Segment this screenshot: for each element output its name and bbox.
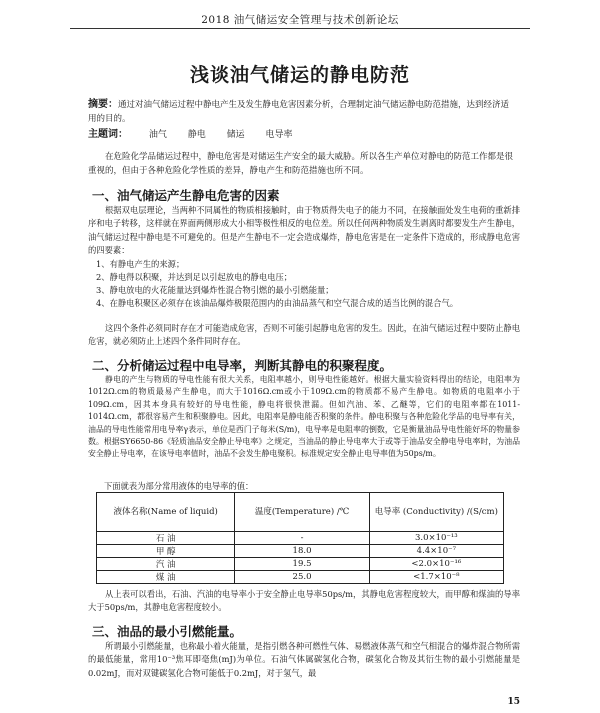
table-header-cell: 温度(Temperature) /℃ bbox=[235, 493, 369, 532]
keywords-label: 主题词： bbox=[88, 129, 128, 140]
table-cell: <2.0×10⁻¹⁶ bbox=[369, 558, 503, 571]
intro-paragraph: 在危险化学品储运过程中，静电危害是对储运生产安全的最大威胁。所以各生产单位对静电的防范工作都是很重视的，但由于各种危险化学性质的差异，静电产生和防范措施也所不同。 bbox=[88, 152, 514, 176]
table-header-row bbox=[97, 493, 504, 532]
abstract-text: 通过对油气储运过程中静电产生及发生静电危害因素分析，合理制定油气储运静电防范措施，达到经济适用的目的。 bbox=[88, 100, 510, 124]
list-item: 3、静电放电的火花能量达到爆炸性混合物引燃的最小引燃能量； bbox=[96, 285, 334, 295]
abstract bbox=[88, 98, 512, 126]
table-row bbox=[97, 558, 504, 571]
section-2-paragraph-1: 静电的产生与物质的导电性能有很大关系，电阻率越小，则导电性能越好。根据大量实验资料得出的结论，电阻率为1012Ω.cm的物质最易产生静电，而大于1016Ω.cm或小于109Ω.cm的物质都不易产生静电。如物质的电阻率小于109Ω.cm，因其本身具有较好的导电性能，静电将很快泄漏。但如汽油、苯、乙醚等，它们的电阻率都在1011-1014Ω.cm，都很容易产生和积聚静电。因此，电阻率是静电能否积聚的条件。静电积聚与各种危险化学品的电导率有关，油品的导电性能常用电导率γ表示，单位是西门子每米(S/m)，电导率是电阻率的倒数，它是衡量油品导电性能好坏的物量参数。根据SY6650-86《轻质油品安全静止导电率》之规定，当油品的静止导电率大于或等于油品安全静电导电率时，为油品安全静止导电率，在该导电率值时，油品不会发生静电聚积。标准规定安全静止电导率值为50ps/m。 bbox=[88, 375, 520, 459]
table-cell: 甲 醇 bbox=[97, 545, 235, 558]
paper-title: 浅谈油气储运的静电防范 bbox=[189, 64, 410, 86]
section-3-heading: 三、油品的最小引燃能量。 bbox=[92, 624, 243, 639]
table-cell: 25.0 bbox=[235, 571, 369, 584]
table-cell: 汽 油 bbox=[97, 558, 235, 571]
section-1-paragraph-2: 这四个条件必须同时存在才可能造成危害，否则不可能引起静电危害的发生。因此，在油气储运过程中要防止静电危害，就必须防止上述四个条件同时存在。 bbox=[88, 323, 520, 347]
table-cell: 19.5 bbox=[235, 558, 369, 571]
keyword: 油气 bbox=[148, 130, 167, 140]
section-3-paragraph-1: 所谓最小引燃能量，也称最小着火能量，是指引燃各种可燃性气体、易燃液体蒸气和空气相混合的爆炸混合物所需的最低能量，常用10⁻³焦耳即毫焦(mJ)为单位。石油气体属碳氢化合物，碳氢化合物及其衍生物的最小引燃能量是0.02mJ，而对双键碳氢化合物可能低于0.2mJ，对于氢气，最 bbox=[88, 641, 520, 678]
conductivity-table bbox=[96, 492, 504, 584]
keyword: 电导率 bbox=[265, 130, 293, 140]
page-number: 15 bbox=[507, 697, 520, 707]
table-caption: 下面就表为部分常用液体的电导率的值： bbox=[104, 481, 254, 491]
table-row bbox=[97, 571, 504, 584]
running-head: 2018 油气储运安全管理与技术创新论坛 bbox=[201, 14, 399, 26]
keyword: 储运 bbox=[226, 130, 245, 140]
list-item: 4、在静电积聚区必须存在该油品爆炸极限范围内的由油品蒸气和空气混合成的适当比例的混合气。 bbox=[96, 298, 459, 308]
table-row bbox=[97, 532, 504, 545]
list-item: 2、静电得以积聚，并达到足以引起放电的静电电压； bbox=[96, 272, 293, 282]
section-1-paragraph-1: 根据双电层理论，当两种不同属性的物质相接触时，由于物质得失电子的能力不同，在接触面处发生电荷的重新排序和电子转移，这样就在界面两侧形成大小相等极性相反的电位差。所以任何两种物质发生剥离时都要发生产生静电，油气储运过程中静电是不可避免的。但是产生静电不一定会造成爆炸，静电危害是在一定条件下造成的，形成静电危害的四要素： bbox=[88, 205, 520, 256]
table-cell: - bbox=[235, 532, 369, 545]
list-item: 1、有静电产生的来源； bbox=[96, 259, 185, 269]
table-cell: 3.0×10⁻¹³ bbox=[369, 532, 503, 545]
table-header-cell: 液体名称(Name of liquid) bbox=[97, 493, 235, 532]
header-rule bbox=[70, 28, 530, 29]
table-cell: <1.7×10⁻⁸ bbox=[369, 571, 503, 584]
table-row bbox=[97, 545, 504, 558]
abstract-label: 摘要： bbox=[88, 99, 118, 110]
table-header-cell: 电导率 (Conductivity) /(S/cm) bbox=[369, 493, 503, 532]
table-cell: 煤 油 bbox=[97, 571, 235, 584]
table-cell: 石 油 bbox=[97, 532, 235, 545]
table-cell: 18.0 bbox=[235, 545, 369, 558]
keywords bbox=[88, 128, 512, 142]
keyword: 静电 bbox=[187, 130, 206, 140]
table-cell: 4.4×10⁻⁷ bbox=[369, 545, 503, 558]
section-2-heading: 二、分析储运过程中电导率，判断其静电的积聚程度。 bbox=[92, 358, 393, 373]
section-1-heading: 一、油气储运产生静电危害的因素 bbox=[92, 188, 280, 203]
section-2-paragraph-2: 从上表可以看出，石油、汽油的电导率小于安全静止电导率50ps/m，其静电危害程度较大，而甲醇和煤油的导率大于50ps/m，其静电危害程度较小。 bbox=[88, 589, 520, 613]
